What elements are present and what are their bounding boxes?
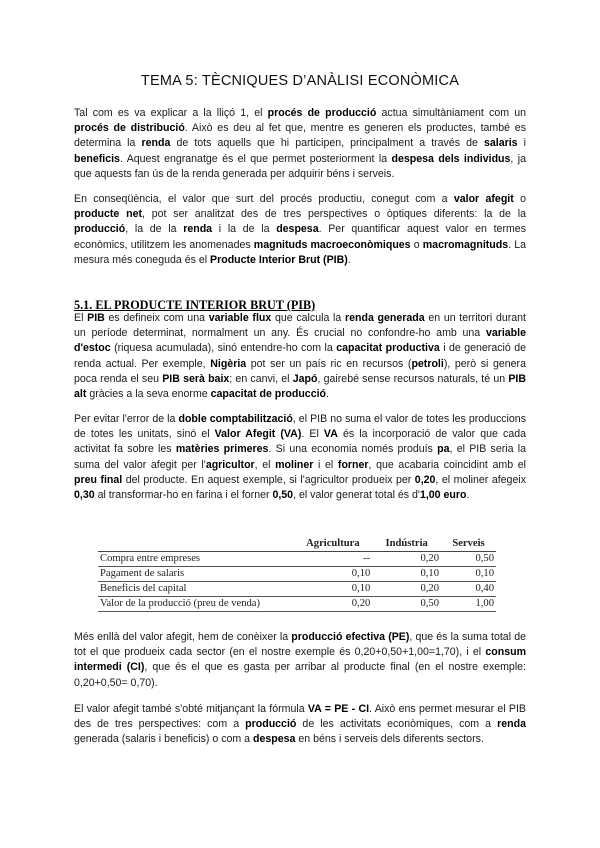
- intro-paragraph-2: [74, 192, 526, 268]
- table-row-label: Pagament de salaris: [98, 567, 294, 582]
- text-run: en un territori durant un període determinat, normalment un any. És crucial no confondre-ho amb una: [74, 312, 527, 340]
- text-run: de tots aquells que hi participen, principalment a través de: [170, 137, 484, 150]
- bold-term: renda: [497, 718, 526, 731]
- bold-term: Japó: [292, 372, 318, 385]
- text-run: , el: [254, 458, 276, 471]
- bold-term: Nigèria: [210, 357, 247, 370]
- text-run: , gairebé sense recursos naturals, té un: [317, 372, 509, 385]
- text-run: .: [347, 253, 351, 266]
- bold-term: VA: [323, 428, 338, 441]
- text-run: al transformar-ho en farina i el forner: [94, 489, 273, 502]
- bold-term: procés de distribució: [74, 122, 185, 135]
- table-cell: 0,10: [441, 567, 496, 582]
- text-run: .: [326, 388, 329, 401]
- page-title: TEMA 5: TÈCNIQUES D’ANÀLISI ECONÒMICA: [140, 73, 460, 89]
- text-run: El valor afegit també s'obté mitjançant la fórmula: [74, 703, 308, 715]
- bold-term: renda generada: [344, 312, 425, 324]
- text-run: (riquesa acumulada), sinó entendre-ho com la: [110, 342, 337, 355]
- bold-term: moliner: [275, 458, 314, 471]
- text-run: El: [74, 312, 88, 324]
- text-run: es defineix com una: [104, 312, 209, 324]
- table-cell: 0,20: [372, 582, 441, 597]
- text-run: , pot ser analitzat des de tres perspectives o òptiques diferents: la de la: [142, 208, 526, 221]
- bold-term: producte net: [74, 208, 143, 221]
- bold-term: magnituds macroeconòmiques: [253, 238, 411, 251]
- text-run: , el PIB seria la suma del valor afegit per l': [74, 443, 527, 471]
- text-run: . Això ens permet mesurar el PIB des de tres perspectives: com a: [74, 703, 527, 731]
- table-row: [98, 597, 496, 612]
- text-run: . Per quantificar aquest valor en termes econòmics, utilitzem les anomenades: [74, 223, 526, 251]
- table-cell: 0,20: [372, 552, 441, 567]
- table-cell: 0,40: [441, 582, 496, 597]
- text-run: , el PIB no suma el valor de totes les produccions de totes les unitats, sinó el: [74, 413, 526, 441]
- text-run: ), però si genera poca renda el seu: [74, 357, 526, 385]
- text-run: . Aquest engranatge és el que permet posteriorment la: [119, 152, 392, 165]
- bold-term: renda: [183, 223, 213, 236]
- bold-term: variable flux: [208, 312, 272, 324]
- text-run: , la de la: [125, 223, 184, 236]
- text-run: , que acabaria coincidint amb el: [368, 458, 526, 471]
- after-table-paragraph-2: [74, 702, 526, 748]
- bold-term: 0,30: [74, 489, 95, 502]
- text-run: , ja que aquests fan ús de la renda generada per adquirir béns i serveis.: [74, 152, 527, 180]
- bold-term: 0,20: [414, 473, 436, 486]
- text-run: En conseqüència, el valor que surt del procés productiu, conegut com a: [74, 193, 454, 205]
- text-run: , el valor generat total és d': [293, 489, 420, 502]
- section-heading: 5.1. EL PRODUCTE INTERIOR BRUT (PIB): [74, 298, 316, 312]
- table-row: [98, 567, 496, 582]
- table-row: [98, 582, 496, 597]
- bold-term: doble comptabilització: [178, 413, 293, 425]
- text-run: . El: [301, 428, 324, 441]
- table-cell: 1,00: [441, 597, 496, 612]
- table-header-row: [98, 536, 496, 552]
- bold-term: producció efectiva (PE): [291, 631, 410, 643]
- bold-term: Producte Interior Brut (PIB): [210, 253, 348, 266]
- bold-term: producció: [74, 223, 126, 236]
- table-cell: 0,50: [441, 552, 496, 567]
- value-added-table: [98, 536, 496, 612]
- table-cell: 0,50: [372, 597, 441, 612]
- bold-term: beneficis: [74, 152, 120, 165]
- table-header-serveis: Serveis: [452, 538, 485, 549]
- section-paragraph-2: [74, 412, 526, 503]
- table-cell: 0,10: [372, 567, 441, 582]
- table-row-label: Compra entre empreses: [98, 552, 294, 567]
- text-run: gràcies a la seva enorme: [86, 388, 211, 401]
- text-run: i: [517, 137, 526, 150]
- bold-term: macromagnituds: [422, 238, 509, 251]
- bold-term: consum intermedi (CI): [74, 646, 526, 674]
- section-paragraph-1: [74, 311, 526, 402]
- table-row: [98, 552, 496, 567]
- text-run: , el moliner afegeix: [435, 473, 526, 486]
- table-cell: 0,10: [294, 567, 373, 582]
- text-run: . Això es deu al fet que, mentre es generen els productes, també es determina la: [74, 122, 526, 150]
- bold-term: pa: [437, 443, 450, 456]
- text-run: Més enllà del valor afegit, hem de conèixer la: [74, 631, 292, 643]
- bold-term: variable d'estoc: [74, 327, 526, 355]
- bold-term: renda: [141, 137, 171, 150]
- bold-term: capacitat productiva: [336, 342, 440, 355]
- text-run: pot ser un país ric en recursos (: [246, 357, 412, 370]
- bold-term: matèries primeres: [175, 443, 269, 456]
- text-run: actua simultàniament com un: [376, 107, 527, 119]
- bold-term: 0,50: [272, 489, 294, 502]
- text-run: és la incorporació de valor que cada activitat fa sobre les: [74, 428, 527, 456]
- text-run: Tal com es va explicar a la lliçó 1, el: [74, 107, 268, 119]
- text-run: , que és el que es gasta per arribar al producte final (en el nostre exemple: 0,20+0,50= 0,70).: [74, 661, 527, 689]
- text-run: . La mesura més coneguda és el: [74, 238, 526, 266]
- table-header-agricultura: Agricultura: [306, 538, 360, 549]
- bold-term: capacitat de producció: [210, 388, 327, 401]
- bold-term: despesa: [253, 733, 296, 746]
- table-header-industria: Indústria: [385, 538, 428, 549]
- text-run: generada (salaris i beneficis) o com a: [74, 733, 254, 746]
- table-cell: 0,10: [294, 582, 373, 597]
- text-run: del producte. En aquest exemple, si l'agricultor produeix per: [122, 473, 415, 486]
- bold-term: agricultor: [205, 458, 255, 471]
- table-cell: 0,20: [294, 597, 373, 612]
- bold-term: despesa dels individus: [391, 152, 511, 165]
- bold-term: producció: [245, 718, 297, 731]
- text-run: Per evitar l'error de la: [74, 413, 179, 425]
- text-run: o: [513, 193, 526, 205]
- bold-term: preu final: [74, 473, 123, 486]
- intro-paragraph-1: [74, 106, 526, 182]
- bold-term: procés de producció: [267, 107, 377, 119]
- bold-term: VA = PE - CI: [307, 703, 370, 715]
- text-run: i el: [313, 458, 338, 471]
- bold-term: salaris: [483, 137, 518, 150]
- bold-term: 1,00 euro: [419, 489, 467, 502]
- bold-term: PIB serà baix: [162, 372, 230, 385]
- bold-term: PIB: [87, 312, 105, 324]
- text-run: . Si una economia només produís: [268, 443, 438, 456]
- text-run: .: [466, 489, 470, 502]
- bold-term: forner: [337, 458, 369, 471]
- table-header-cell: [98, 536, 294, 552]
- bold-term: petroli: [411, 357, 444, 370]
- table-row-label: Beneficis del capital: [98, 582, 294, 597]
- text-run: i la de la: [212, 223, 277, 236]
- text-run: que calcula la: [271, 312, 345, 324]
- bold-term: valor afegit: [453, 193, 514, 205]
- bold-term: PIB alt: [74, 372, 527, 401]
- text-run: , que és la suma total de tot el que produeix cada sector (en el nostre exemple és 0,20+0,50+1,00=1,70), i el: [74, 631, 526, 659]
- text-run: en béns i serveis dels diferents sectors.: [295, 733, 484, 746]
- bold-term: despesa: [276, 223, 319, 236]
- after-table-paragraph-1: [74, 630, 526, 691]
- table-row-label: Valor de la producció (preu de venda): [98, 597, 294, 612]
- text-run: i de generació de renda actual. Per exemple,: [74, 342, 526, 370]
- text-run: ; en canvi, el: [229, 372, 293, 385]
- text-run: de les activitats econòmiques, com a: [296, 718, 498, 731]
- table-cell: --: [294, 552, 373, 567]
- text-run: o: [410, 238, 423, 251]
- bold-term: Valor Afegit (VA): [214, 428, 302, 441]
